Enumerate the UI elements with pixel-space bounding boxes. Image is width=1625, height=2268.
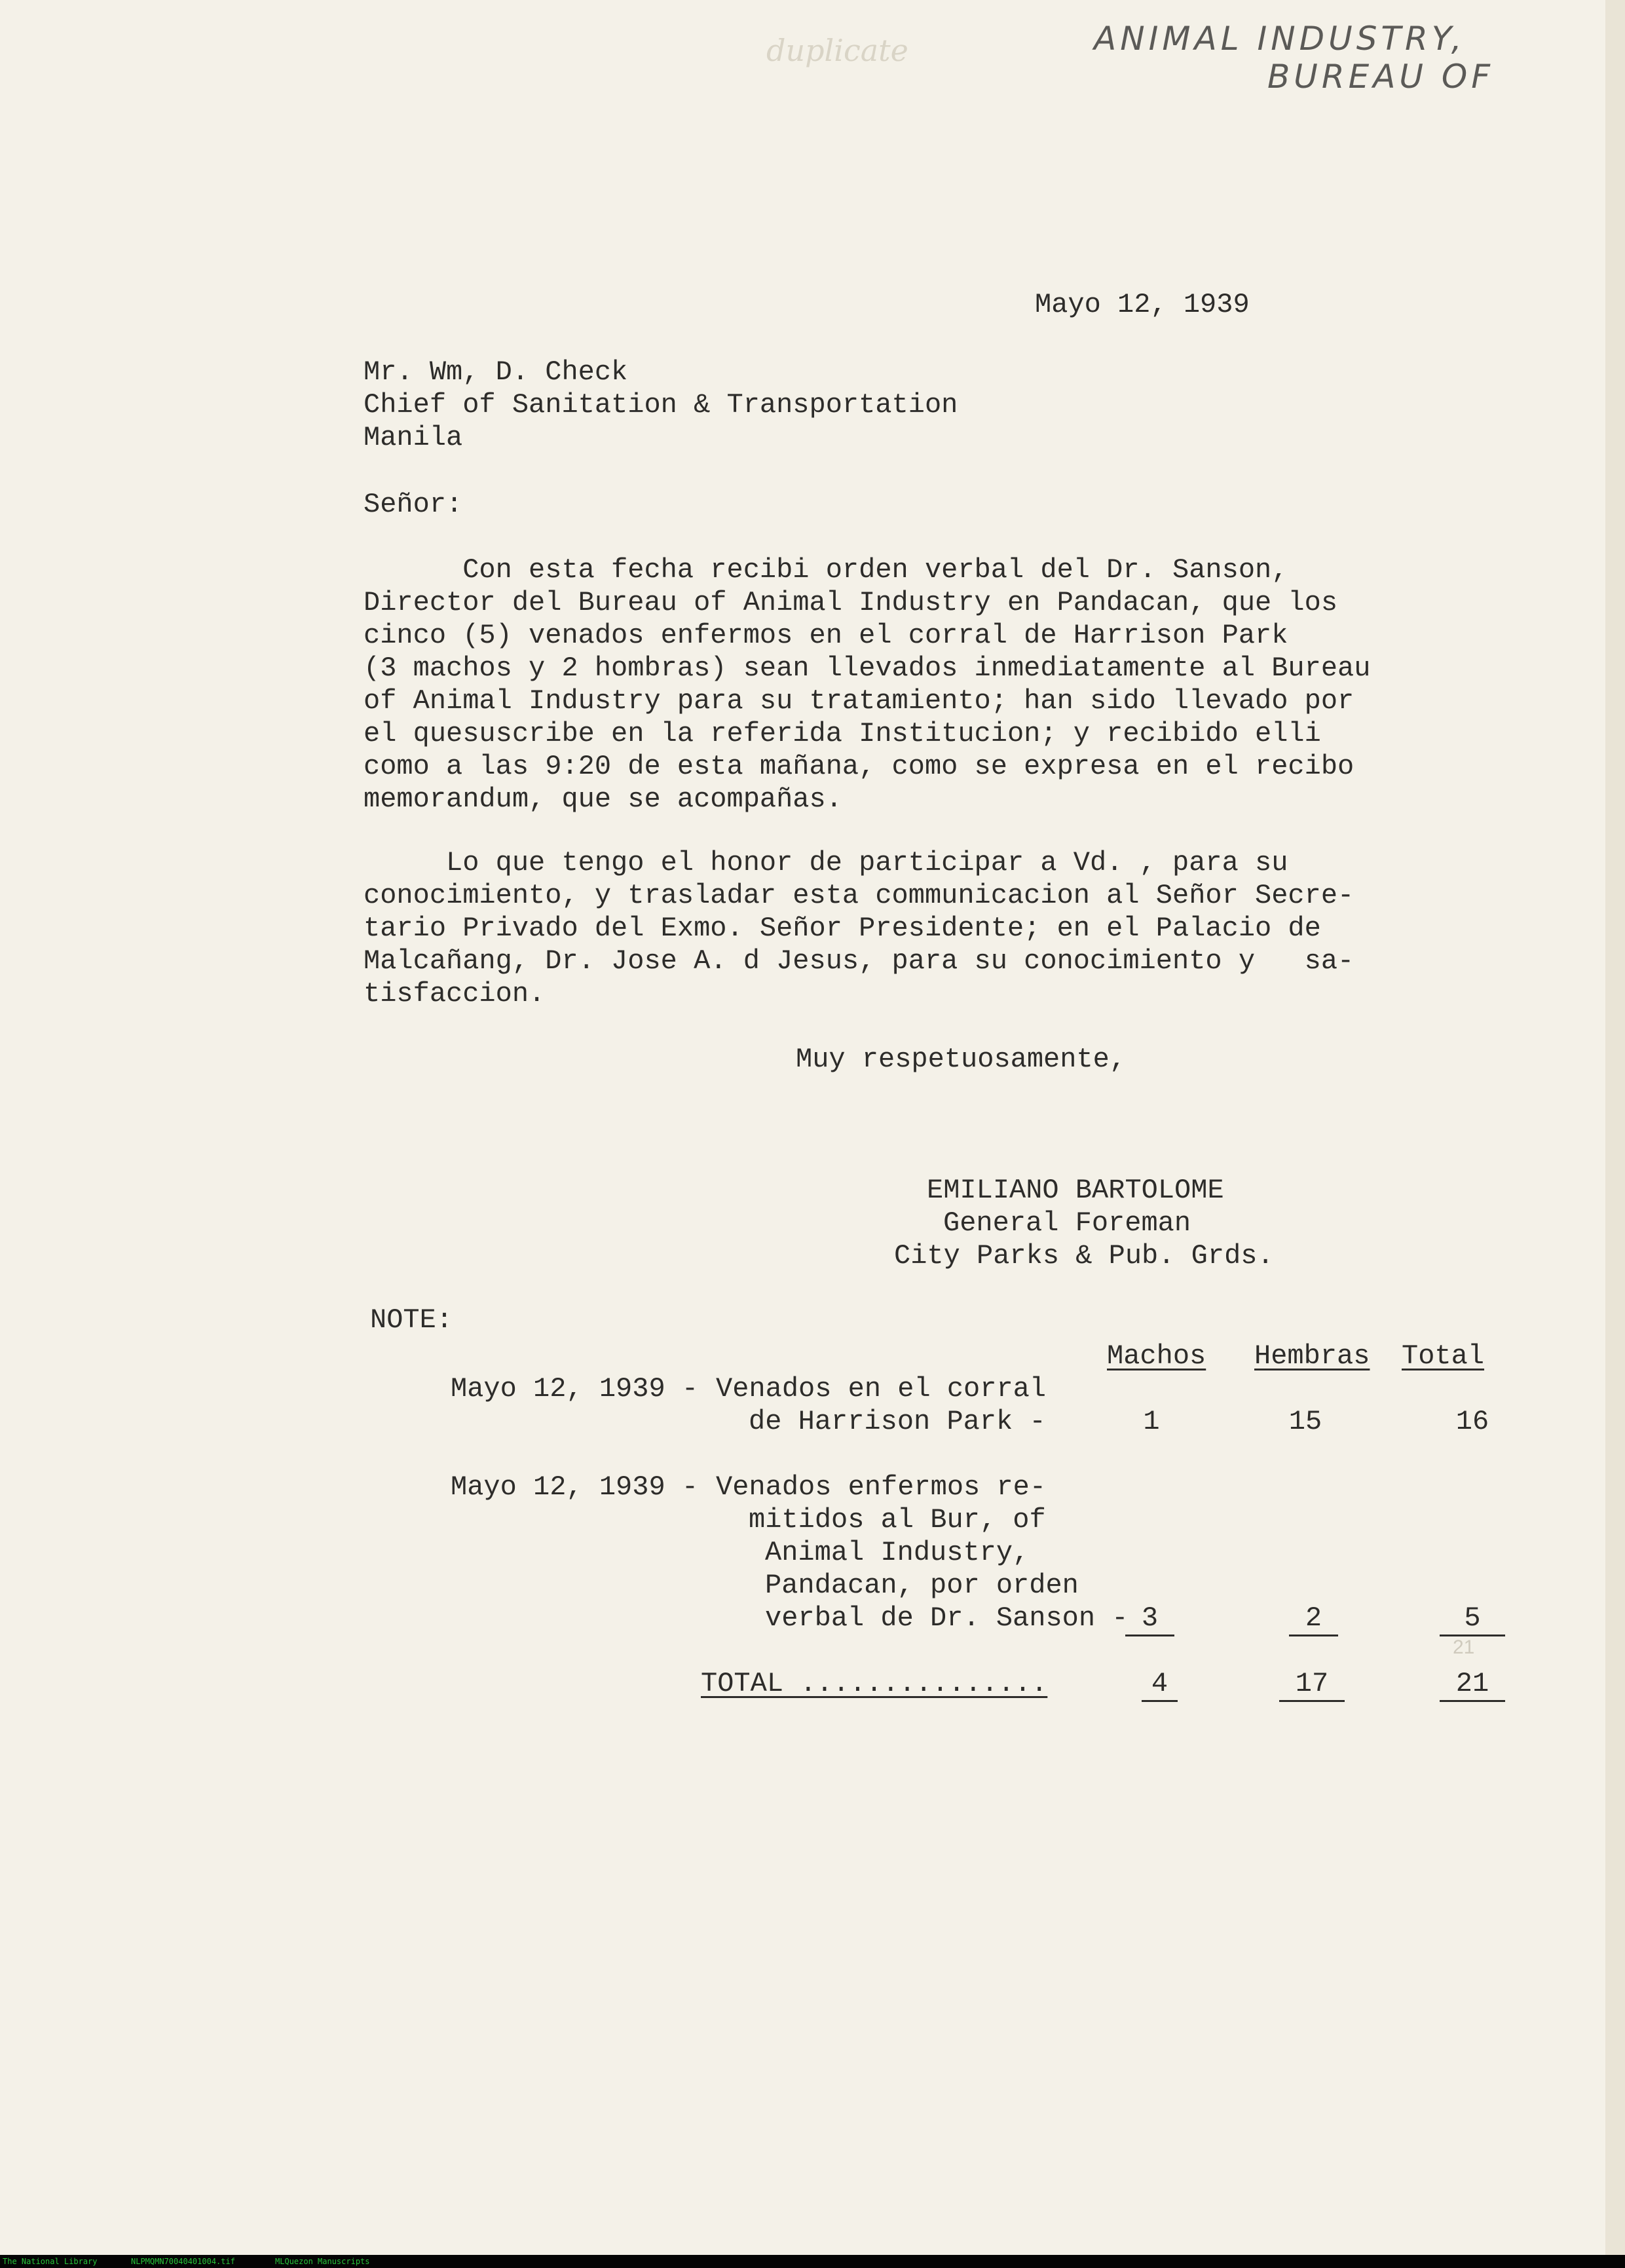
- paragraph-1-line: Director del Bureau of Animal Industry en Pandacan, que los: [364, 587, 1338, 618]
- scan-footer: [0, 2255, 1625, 2268]
- paragraph-2-line: Lo que tengo el honor de participar a Vd. , para su: [364, 847, 1288, 879]
- pencil-mark: duplicate: [766, 33, 908, 68]
- salutation: Señor:: [364, 489, 463, 520]
- paragraph-2: [364, 846, 1372, 1010]
- row2-hembras: 2: [1289, 1602, 1338, 1636]
- row2-description-line: verbal de Dr. Sanson -: [765, 1602, 1129, 1634]
- total-total: 21: [1440, 1667, 1505, 1702]
- signature-department: City Parks & Pub. Grds.: [894, 1240, 1274, 1272]
- row2-date: Mayo 12, 1939 -: [451, 1471, 699, 1503]
- total-hembras: 17: [1279, 1667, 1345, 1702]
- row2-description-line: Pandacan, por orden: [765, 1570, 1079, 1601]
- row2-machos: 3: [1125, 1602, 1174, 1636]
- letter-date: Mayo 12, 1939: [1035, 289, 1250, 320]
- recipient-city: Manila: [364, 422, 463, 453]
- paragraph-1-line: como a las 9:20 de esta mañana, como se expresa en el recibo: [364, 751, 1354, 782]
- footer-collection: MLQuezon Manuscripts: [275, 2257, 370, 2266]
- recipient-title: Chief of Sanitation & Transportation: [364, 389, 958, 421]
- paragraph-2-line: tario Privado del Exmo. Señor Presidente; en el Palacio de: [364, 913, 1321, 944]
- row1-hembras: 15: [1288, 1406, 1322, 1437]
- paragraph-1-line: Con esta fecha recibi orden verbal del Dr. Sanson,: [364, 554, 1288, 586]
- paragraph-1-line: of Animal Industry para su tratamiento; han sido llevado por: [364, 685, 1354, 717]
- row1-date: Mayo 12, 1939 -: [451, 1373, 699, 1405]
- row1-machos: 1: [1143, 1406, 1160, 1437]
- total-label-text: TOTAL ...............: [701, 1668, 1048, 1699]
- paragraph-1-line: (3 machos y 2 hombras) sean llevados inmediatamente al Bureau: [364, 652, 1371, 684]
- header-total: Total: [1402, 1340, 1485, 1372]
- paragraph-2-line: tisfaccion.: [364, 978, 546, 1010]
- note-label: NOTE:: [370, 1304, 453, 1336]
- row1-description-line: de Harrison Park -: [749, 1406, 1046, 1437]
- row2-total: 5: [1440, 1602, 1505, 1636]
- row2-description-line: Animal Industry,: [765, 1537, 1030, 1568]
- paragraph-2-line: Malcañang, Dr. Jose A. d Jesus, para su conocimiento y sa-: [364, 945, 1354, 977]
- total-machos: 4: [1142, 1667, 1178, 1702]
- footer-library: The National Library: [3, 2257, 98, 2266]
- row1-description-line: Venados en el corral: [716, 1373, 1047, 1405]
- paragraph-2-line: conocimiento, y trasladar esta communicacion al Señor Secre-: [364, 880, 1354, 911]
- signature-title: General Foreman: [943, 1207, 1191, 1239]
- row2-description-line: mitidos al Bur, of: [749, 1504, 1046, 1536]
- paragraph-1-line: cinco (5) venados enfermos en el corral de Harrison Park: [364, 620, 1288, 651]
- handwritten-annotation-line1: ANIMAL INDUSTRY,: [1094, 20, 1466, 58]
- footer-file-id: NLPMQMN7004040100​4.tif: [131, 2257, 235, 2266]
- header-machos: Machos: [1107, 1340, 1206, 1372]
- paragraph-1: [364, 554, 1372, 816]
- header-hembras: Hembras: [1254, 1340, 1370, 1372]
- scan-edge: [1605, 0, 1625, 2255]
- handwritten-annotation-line2: BUREAU OF: [1267, 58, 1495, 96]
- paragraph-1-line: memorandum, que se acompañas.: [364, 784, 842, 815]
- recipient-name: Mr. Wm, D. Check: [364, 356, 628, 388]
- signature-name: EMILIANO BARTOLOME: [927, 1175, 1224, 1206]
- row2-description-line: Venados enfermos re-: [716, 1471, 1047, 1503]
- stamp-overlay: 21: [1453, 1636, 1475, 1658]
- closing: Muy respetuosamente,: [796, 1044, 1127, 1075]
- total-label: [701, 1667, 1047, 1700]
- row1-total: 16: [1455, 1406, 1489, 1437]
- paragraph-1-line: el quesuscribe en la referida Institucion; y recibido elli: [364, 718, 1321, 749]
